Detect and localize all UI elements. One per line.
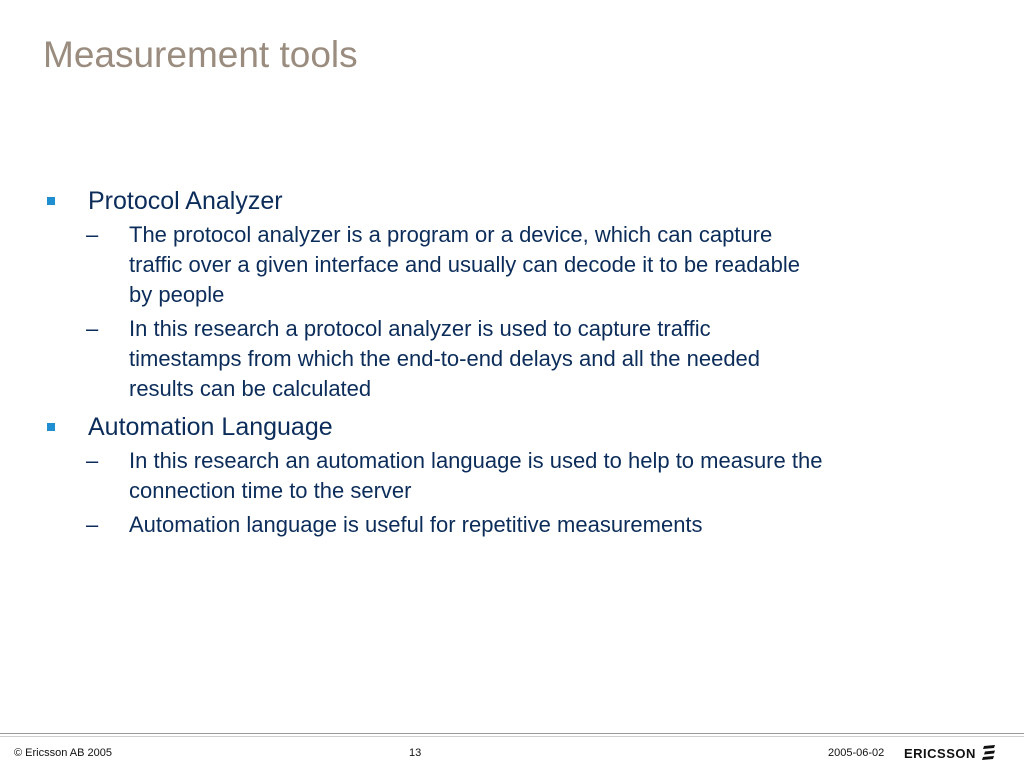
sub-bullet-text: In this research a protocol analyzer is used to capture traffic timestamps from which the end-to-end delays and all the needed results can be calculated (129, 316, 761, 401)
logo-text: ERICSSON (904, 745, 976, 761)
footer-copyright: © Ericsson AB 2005 (14, 747, 112, 759)
sub-bullet-item (44, 510, 829, 540)
footer-divider (0, 733, 1024, 734)
footer-divider-secondary (0, 736, 1024, 737)
footer-date: 2005-06-02 (828, 747, 885, 759)
sub-bullet-text: Automation language is useful for repetitive measurements (129, 512, 703, 537)
dash-marker: – (86, 222, 99, 247)
square-bullet-icon (47, 423, 55, 431)
sub-bullet-item (44, 446, 829, 506)
sub-bullet-item (44, 314, 829, 404)
ericsson-logo (904, 743, 996, 763)
bullet-item (44, 186, 974, 217)
sub-bullet-item (44, 220, 829, 310)
bullet-text: Protocol Analyzer (88, 187, 283, 215)
footer-page-number: 13 (409, 747, 422, 759)
dash-marker: – (86, 448, 99, 473)
dash-marker: – (86, 316, 99, 341)
bullet-text: Automation Language (88, 413, 333, 441)
slide-title: Measurement tools (43, 34, 358, 75)
slide-content (44, 186, 974, 544)
ericsson-stripes-icon (982, 745, 996, 761)
dash-marker: – (86, 512, 99, 537)
sub-bullet-text: The protocol analyzer is a program or a device, which can capture traffic over a given interface and usually can decode it to be readable by people (129, 222, 801, 307)
square-bullet-icon (47, 197, 55, 205)
bullet-item (44, 412, 974, 443)
sub-bullet-text: In this research an automation language is used to help to measure the connection time to the server (129, 448, 823, 503)
